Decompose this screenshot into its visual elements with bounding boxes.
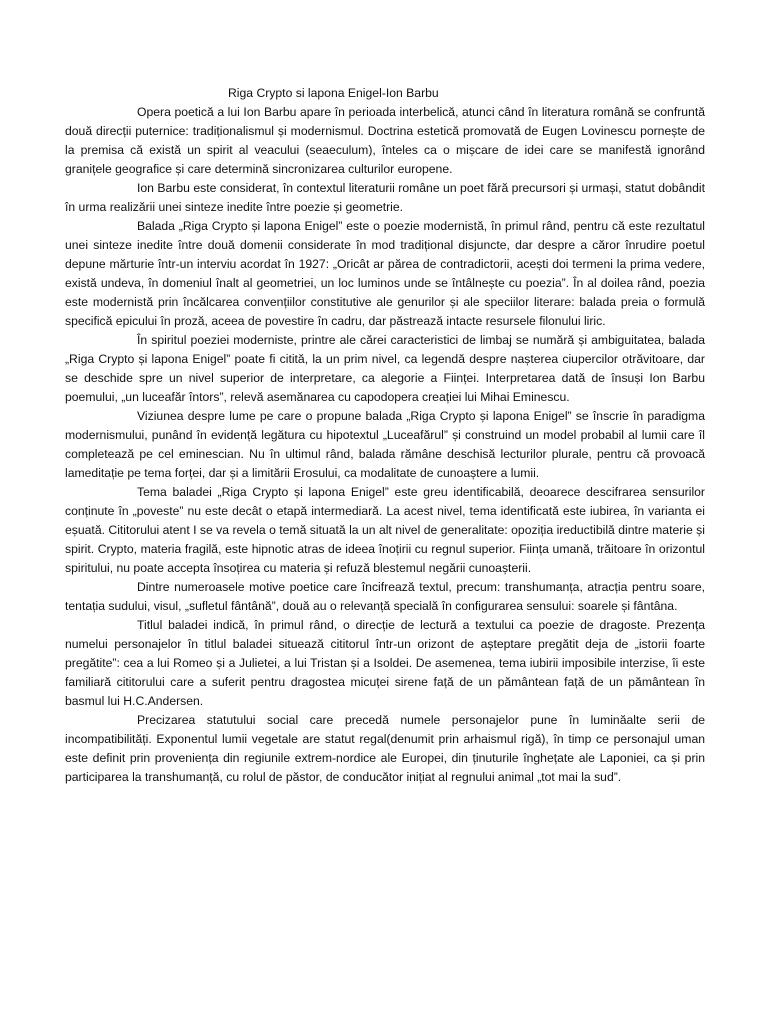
document-title: Riga Crypto si lapona Enigel-Ion Barbu <box>228 86 439 100</box>
document-page <box>65 84 705 787</box>
paragraph-1: Opera poetică a lui Ion Barbu apare în perioada interbelică, atunci când în literatura română se confruntă două direcții puternice: tradiționalismul și modernismul. Doctrina estetică promovată de Eugen Lovinescu pornește de la premisa că există un spirit al veacului (seaeculum), înteles ca o mișcare de idei care se manifestă ignorând granițele geografice și care determină sincronizarea culturilor europene. <box>65 105 705 176</box>
paragraph-7: Dintre numeroasele motive poetice care încifrează textul, precum: transhumanța, atracția pentru soare, tentația sudului, visul, „sufletul fântână”, două au o relevanță specială în configurarea sensului: soarele și fântâna. <box>65 580 705 613</box>
paragraph-3: Balada „Riga Crypto și lapona Enigel” este o poezie modernistă, în primul rând, pentru că este rezultatul unei sinteze inedite între două domenii considerate în mod tradițional disjuncte, dar despre a căror înrudire poetul depune mărturie într-un interviu acordat în 1927: „Oricât ar părea de contradictorii, acești doi termeni la prima vedere, există undeva, în domeniul înalt al geometriei, un loc luminos unde se întâlnește cu poezia”. În al doilea rând, poezia este modernistă prin încălcarea convențiilor constitutive ale genurilor și ale speciilor literare: balada preia o formulă specifică epicului în proză, aceea de povestire în cadru, dar păstrează intacte resursele filonului liric. <box>65 219 705 328</box>
paragraph-8: Titlul baladei indică, în primul rând, o direcție de lectură a textului ca poezie de dragoste. Prezența numelui personajelor în titlul baladei situează cititorul într-un orizont de așteptare pregătit deja de „istorii foarte pregătite”: cea a lui Romeo și a Julietei, a lui Tristan și a Isoldei. De asemenea, tema iubirii imposibile interzise, îi este familiară cititorului care a suferit pentru dragostea micuței sirene față de un pământean față de un pământean în basmul lui H.C.Andersen. <box>65 618 705 708</box>
paragraph-5: Viziunea despre lume pe care o propune balada „Riga Crypto și lapona Enigel” se înscrie în paradigma modernismului, punând în evidență legătura cu hipotextul „Luceafărul” și construind un model probabil al lumii care îl completează pe cel eminescian. Nu în ultimul rând, balada rămâne deschisă lecturilor plurale, pentru că provoacă lameditație pe tema forței, dar și a limitării Erosului, ca modalitate de cunoaștere a lumii. <box>65 409 705 480</box>
paragraph-9: Precizarea statutului social care precedă numele personajelor pune în luminăalte serii de incompatibilități. Exponentul lumii vegetale are statut regal(denumit prin arhaismul rigă), în timp ce personajul uman este definit prin proveniența din regiunile extrem-nordice ale Europei, din ținuturile înghețate ale Laponiei, ca și prin participarea la transhumanță, cu rolul de păstor, de conducător inițiat al regnului animal „tot mai la sud”. <box>65 713 705 784</box>
paragraph-2: Ion Barbu este considerat, în contextul literaturii române un poet fără precursori și urmași, statut dobândit în urma realizării unei sinteze inedite între poezie și geometrie. <box>65 181 705 214</box>
paragraph-4: În spiritul poeziei moderniste, printre ale cărei caracteristici de limbaj se numără și ambiguitatea, balada „Riga Crypto și lapona Enigel” poate fi citită, la un prim nivel, ca legendă despre nașterea ciupercilor otrăvitoare, dar se deschide spre un nivel superior de interpretare, ca alegorie a Ființei. Interpretarea dată de însuși Ion Barbu poemului, „un luceafăr întors”, relevă asemănarea cu capodopera creației lui Mihai Eminescu. <box>65 333 705 404</box>
paragraph-6: Tema baladei „Riga Crypto și lapona Enigel” este greu identificabilă, deoarece descifrarea sensurilor conținute în „poveste” nu este decât o etapă intermediară. La acest nivel, tema identificată este iubirea, în varianta ei eșuată. Cititorului atent I se va revela o temă situată la un alt nivel de generalitate: opoziția ireductibilă dintre materie și spirit. Crypto, materia fragilă, este hipnotic atras de ideea înoțirii cu regnul superior. Ființa umană, trăitoare în orizontul spiritului, nu poate accepta însoțirea cu materia și refuză blestemul negării cunoașterii. <box>65 485 705 575</box>
